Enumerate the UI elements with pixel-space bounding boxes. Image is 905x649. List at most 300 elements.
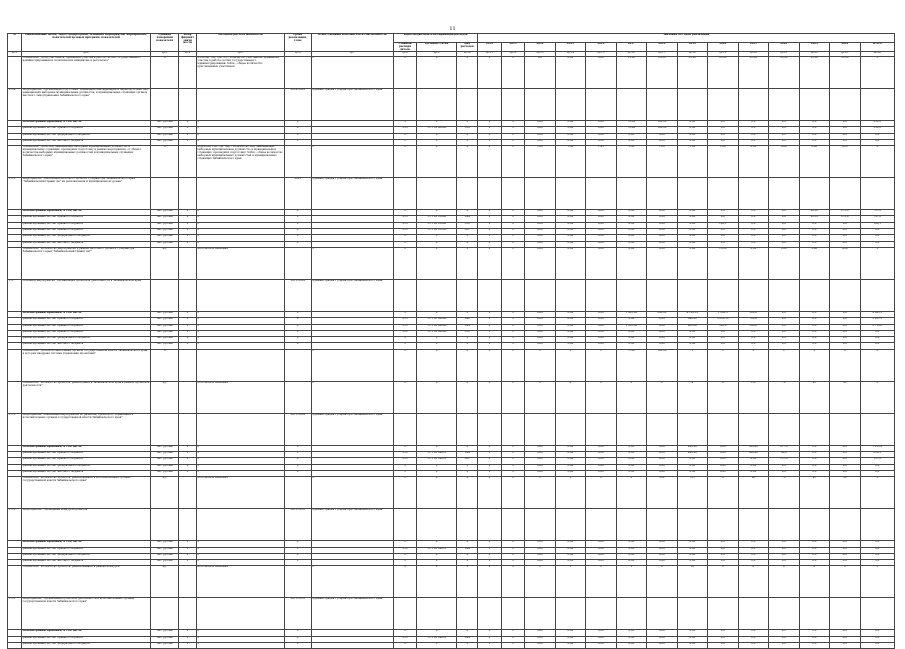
column-number: гр.8 — [393, 52, 416, 57]
table-cell: х — [284, 311, 311, 317]
table-cell: 0,0 — [769, 311, 799, 317]
table-cell: 0,0 — [830, 127, 860, 133]
table-cell: 0,00 — [647, 337, 677, 343]
table-cell: 0,0 — [830, 337, 860, 343]
table-cell: 0,00 — [555, 56, 585, 88]
table-cell: х — [478, 643, 501, 649]
table-cell: х — [501, 133, 524, 139]
table-cell: х — [284, 464, 311, 470]
table-cell: х — [196, 216, 284, 222]
table-cell: 232,0 — [860, 120, 894, 126]
table-cell: х — [196, 553, 284, 559]
table-cell: 737,0 — [860, 216, 894, 222]
table-cell: 0,0 — [769, 324, 799, 330]
column-number: гр.14 — [555, 52, 585, 57]
table-cell: х — [196, 120, 284, 126]
table-cell: 0,00 — [647, 324, 677, 330]
table-cell: 0,00 — [647, 235, 677, 241]
table-cell: 0,00 — [586, 235, 616, 241]
year-header: 2016 — [586, 43, 616, 52]
table-cell: 0,00 — [586, 241, 616, 247]
table-cell: 1.3.3. — [8, 598, 22, 630]
table-cell: х — [417, 477, 457, 509]
table-cell: Администрация Губернатора Забайкальского края — [311, 509, 393, 541]
table-cell: Мероприятие "Организация подготовки, повышения квалификации и переподготовки лиц, замещающих выборные муниципальные должности, и муниципальных служащих органов местного самоуправления Забайкальского края" — [22, 88, 151, 120]
table-cell: 0,00 — [555, 324, 585, 330]
table-cell: х — [478, 139, 501, 145]
table-cell: 0,0 — [708, 330, 738, 336]
year-header: 2014 — [525, 43, 555, 52]
table-cell: 737,0 — [860, 210, 894, 216]
table-cell: х — [393, 470, 416, 476]
table-cell: х — [457, 311, 478, 317]
table-row — [8, 413, 895, 445]
table-cell: 0,0 — [799, 330, 829, 336]
table-cell: 0,0 — [738, 120, 768, 126]
table-cell: 0,0 — [799, 547, 829, 553]
table-cell: 65,00 — [799, 56, 829, 88]
table-cell: 2021 — [284, 178, 311, 210]
table-cell: х — [179, 630, 197, 636]
table-cell: 0,0 — [830, 643, 860, 649]
table-cell: х — [478, 247, 501, 279]
table-cell: 856,2 — [860, 452, 894, 458]
page-number: 11 — [449, 26, 456, 32]
table-cell: 0,0 — [860, 470, 894, 476]
table-cell: 0,0 — [708, 235, 738, 241]
table-cell: х — [196, 452, 284, 458]
table-cell — [457, 88, 478, 120]
table-cell: 0,0 — [830, 324, 860, 330]
table-cell: х — [393, 133, 416, 139]
table-cell — [179, 146, 197, 178]
table-cell: 0,0 — [830, 630, 860, 636]
table-cell: 0,00 — [616, 547, 646, 553]
table-cell — [478, 413, 501, 445]
table-cell — [647, 509, 677, 541]
table-cell: Администрация Губернатора Забайкальского края — [311, 413, 393, 445]
table-cell: тыс. рублей — [151, 311, 179, 317]
table-cell: 0,00 — [616, 643, 646, 649]
table-cell: тыс. рублей — [151, 210, 179, 216]
table-cell: х — [284, 216, 311, 222]
table-cell: 0,00 — [555, 470, 585, 476]
column-number: гр.9 — [417, 52, 457, 57]
table-cell: 0,00 — [677, 470, 707, 476]
table-cell: тыс. рублей — [151, 343, 179, 349]
table-cell: х — [478, 349, 501, 381]
table-cell — [501, 88, 524, 120]
table-cell: х — [586, 477, 616, 509]
table-cell: 0,0 — [799, 560, 829, 566]
table-cell: х — [478, 553, 501, 559]
table-cell: 0,00 — [677, 541, 707, 547]
col-header-method: Методика расчета показателя — [196, 34, 284, 52]
table-cell: 831 — [457, 229, 478, 235]
table-cell: х — [196, 343, 284, 349]
year-header: Итого — [860, 43, 894, 52]
table-cell — [860, 598, 894, 630]
table-cell: 0,00 — [555, 235, 585, 241]
table-cell — [738, 413, 768, 445]
table-cell: х — [284, 318, 311, 324]
column-number: гр.10 — [457, 52, 478, 57]
table-cell: 0,00 — [555, 247, 585, 279]
table-cell: Мероприятие "Реализация пилотного проекта Губернатора Забайкальского края "Забайкальский Правит ян" на региональном и муниципальном уровне" — [22, 178, 151, 210]
table-cell: х — [393, 139, 416, 145]
table-cell — [616, 509, 646, 541]
table-cell: 15 1 02 01000 — [417, 222, 457, 228]
table-cell: 1,45 — [586, 146, 616, 178]
table-cell: 0,0 — [830, 139, 860, 145]
table-cell: 0,0 — [738, 210, 768, 216]
table-cell: 0,00 — [586, 229, 616, 235]
table-cell: 0 — [525, 381, 555, 413]
table-cell — [586, 178, 616, 210]
table-cell: х — [478, 458, 501, 464]
table-cell: х — [179, 464, 197, 470]
table-cell: 0,00 — [647, 241, 677, 247]
table-cell: х — [501, 216, 524, 222]
table-cell — [417, 88, 457, 120]
table-cell: 496,20 — [677, 445, 707, 451]
table-cell: х — [179, 127, 197, 133]
table-cell: х — [457, 560, 478, 566]
table-cell: х — [417, 311, 457, 317]
table-cell: х — [179, 241, 197, 247]
table-cell: 0,0 — [708, 337, 738, 343]
table-cell: 0,0 — [738, 235, 768, 241]
table-cell: х — [179, 636, 197, 642]
table-cell: 0,00 — [525, 222, 555, 228]
table-cell: объемы финансирования, в том числе — [22, 120, 151, 126]
table-cell: х — [179, 133, 197, 139]
table-cell: финансирование за счет краевого бюджета — [22, 324, 151, 330]
table-row — [8, 643, 895, 649]
table-cell: 0,00 — [708, 458, 738, 464]
table-cell: 0,00 — [525, 324, 555, 330]
table-row — [8, 349, 895, 381]
table-cell: х — [501, 643, 524, 649]
table-cell: 0 — [830, 566, 860, 598]
table-cell: 0,0 — [799, 324, 829, 330]
table-cell: 0,00 — [830, 247, 860, 279]
table-cell: х — [860, 381, 894, 413]
table-cell: 0,0 — [830, 235, 860, 241]
table-cell: 1,60 — [647, 146, 677, 178]
table-cell — [799, 413, 829, 445]
table-cell: х — [196, 127, 284, 133]
table-cell: 0,0 — [738, 139, 768, 145]
table-cell: 0,00 — [555, 330, 585, 336]
table-cell: х — [196, 470, 284, 476]
table-cell: х — [179, 235, 197, 241]
table-cell: 0,0 — [708, 643, 738, 649]
table-cell: 244 — [457, 216, 478, 222]
table-cell: 0,0 — [769, 133, 799, 139]
table-cell: 0,00 — [647, 139, 677, 145]
table-cell: финансирование за счет федерального бюджета — [22, 133, 151, 139]
table-cell: х — [311, 381, 393, 413]
table-cell: Администрация Губернатора Забайкальского края — [311, 279, 393, 311]
table-cell: 70 — [769, 477, 799, 509]
table-cell: х — [284, 547, 311, 553]
table-cell: х — [525, 566, 555, 598]
table-cell: 0,00 — [677, 337, 707, 343]
table-cell: 1,60 — [555, 146, 585, 178]
table-cell: х — [196, 229, 284, 235]
table-cell: 0,0 — [860, 229, 894, 235]
table-cell: 0 — [799, 566, 829, 598]
table-cell: х — [284, 470, 311, 476]
table-cell — [478, 178, 501, 210]
table-cell: 2015-2019 — [284, 509, 311, 541]
table-cell: х — [478, 222, 501, 228]
table-cell: 15 1 03 00000 — [417, 324, 457, 330]
table-cell: х — [417, 464, 457, 470]
table-cell: 70,00 — [616, 127, 646, 133]
table-cell — [457, 413, 478, 445]
table-cell: 0,0 — [799, 541, 829, 547]
table-cell: тыс. рублей — [151, 139, 179, 145]
table-cell — [501, 178, 524, 210]
table-cell: 0,00 — [616, 553, 646, 559]
year-header: 2012 — [478, 43, 501, 52]
table-cell: 150 — [738, 381, 768, 413]
table-cell: тыс. рублей — [151, 229, 179, 235]
table-cell: 0,00 — [647, 133, 677, 139]
table-row — [8, 279, 895, 311]
table-cell: 0,0 — [769, 139, 799, 145]
table-cell: х — [417, 120, 457, 126]
table-cell: х — [393, 445, 416, 451]
table-cell: х — [478, 216, 501, 222]
table-cell: 1.3.1. — [8, 413, 22, 445]
table-cell — [616, 178, 646, 210]
table-cell — [586, 88, 616, 120]
year-header: 2021 — [738, 43, 768, 52]
table-cell: 0,00 — [677, 636, 707, 642]
table-cell: 0,0 — [738, 330, 768, 336]
table-cell: 4 102,12 — [677, 311, 707, 317]
table-cell — [179, 178, 197, 210]
table-cell: х — [393, 120, 416, 126]
table-cell: х — [179, 139, 197, 145]
table-cell — [616, 413, 646, 445]
table-cell — [647, 413, 677, 445]
table-cell: 0,00 — [525, 139, 555, 145]
table-cell: 0,00 — [525, 636, 555, 642]
table-cell: 157,0 — [860, 458, 894, 464]
table-cell: х — [179, 210, 197, 216]
table-cell: х — [586, 349, 616, 381]
table-cell: х — [393, 643, 416, 649]
table-cell: х — [525, 477, 555, 509]
table-cell: 1,60 — [616, 146, 646, 178]
table-cell: х — [501, 241, 524, 247]
table-cell: 0,0 — [799, 127, 829, 133]
table-cell: 0,00 — [525, 541, 555, 547]
table-cell: 1.3.2. — [8, 509, 22, 541]
table-cell — [151, 279, 179, 311]
table-cell: финансирование за счет краевого бюджета — [22, 458, 151, 464]
table-cell — [677, 509, 707, 541]
col-header-coef: Коэф фициент значи мости — [179, 34, 197, 52]
table-cell: 0,0 — [830, 553, 860, 559]
table-cell: х — [393, 343, 416, 349]
table-cell: 0,00 — [555, 229, 585, 235]
table-cell: 15 1 03 00000 — [417, 318, 457, 324]
table-cell: х — [501, 349, 524, 381]
table-cell: 0,00 — [586, 210, 616, 216]
table-cell: 0,0 — [830, 470, 860, 476]
table-cell: х — [417, 349, 457, 381]
table-cell: 0,0 — [830, 458, 860, 464]
table-cell: 100,00 — [647, 349, 677, 381]
table-cell: 0,0 — [738, 222, 768, 228]
table-cell — [417, 598, 457, 630]
table-cell: 300,0 — [708, 324, 738, 330]
table-cell: финансирование за счет местного бюджета — [22, 343, 151, 349]
table-cell: 0,0 — [799, 229, 829, 235]
table-cell: 0,00 — [555, 216, 585, 222]
column-number: гр.24 — [860, 52, 894, 57]
table-cell: тыс. рублей — [151, 222, 179, 228]
table-cell — [555, 88, 585, 120]
table-cell: 300,0 — [738, 311, 768, 317]
table-cell — [284, 477, 311, 509]
table-cell — [284, 146, 311, 178]
table-cell: х — [501, 464, 524, 470]
table-cell: х — [196, 133, 284, 139]
table-cell: х — [501, 210, 524, 216]
table-cell: 0,00 — [525, 470, 555, 476]
table-cell: 0,0 — [708, 343, 738, 349]
table-cell: х — [393, 146, 416, 178]
table-cell: 0,00 — [586, 222, 616, 228]
table-cell: 0,0 — [860, 553, 894, 559]
table-cell: 0,00 — [647, 464, 677, 470]
table-cell — [586, 279, 616, 311]
table-cell: 0,00 — [586, 330, 616, 336]
table-cell: х — [457, 120, 478, 126]
table-cell — [799, 279, 829, 311]
table-cell: 0,00 — [525, 464, 555, 470]
table-cell: х — [393, 235, 416, 241]
table-cell: 0,0 — [769, 210, 799, 216]
table-cell: 0,00 — [616, 458, 646, 464]
column-number: гр.22 — [799, 52, 829, 57]
table-cell: х — [501, 566, 524, 598]
table-cell: х — [478, 318, 501, 324]
table-cell: х — [457, 146, 478, 178]
table-cell: 0,0 — [830, 120, 860, 126]
table-cell: х — [478, 470, 501, 476]
table-cell: тыс. рублей — [151, 127, 179, 133]
table-cell: объемы финансирования, в том числе — [22, 630, 151, 636]
table-cell: ед. — [151, 381, 179, 413]
table-cell: 612 — [457, 127, 478, 133]
table-cell — [8, 566, 22, 598]
table-cell: 0,00 — [555, 541, 585, 547]
table-cell: х — [393, 349, 416, 381]
col-header-executor: Ответственный исполнитель и соисполнители — [311, 34, 393, 52]
table-cell — [8, 643, 22, 649]
col-header-values: Значения по годам реализации — [478, 34, 895, 43]
table-cell: 0,00 — [525, 241, 555, 247]
table-cell: 813 — [393, 222, 416, 228]
table-cell: 0,00 — [555, 464, 585, 470]
table-row — [8, 381, 895, 413]
table-cell: 0,00 — [616, 452, 646, 458]
table-cell: 0,0 — [860, 337, 894, 343]
table-cell — [179, 413, 197, 445]
table-cell: х — [457, 56, 478, 88]
table-cell — [179, 279, 197, 311]
table-cell: 0,00 — [616, 636, 646, 642]
table-cell: тыс. рублей — [151, 216, 179, 222]
table-cell: 0,00 — [525, 452, 555, 458]
table-cell: 0,0 — [708, 120, 738, 126]
table-cell: х — [393, 630, 416, 636]
table-cell: тыс. рублей — [151, 235, 179, 241]
table-cell: х — [196, 139, 284, 145]
table-cell: 95 — [830, 477, 860, 509]
table-cell: 0,00 — [555, 560, 585, 566]
table-cell: 5 031,1 — [860, 318, 894, 324]
table-cell: х — [179, 643, 197, 649]
table-cell: Показатель "Количество проектов, реализованных в исполнительных органах государственной власти Забайкальского края" — [22, 477, 151, 509]
table-cell: 0,00 — [677, 216, 707, 222]
table-cell — [8, 56, 22, 88]
table-cell: объемы финансирования, в том числе — [22, 541, 151, 547]
table-cell — [393, 88, 416, 120]
table-cell: 0,00 — [586, 630, 616, 636]
table-cell: Администрация Губернатора Забайкальского края — [311, 88, 393, 120]
table-cell: финансирование за счет федерального бюджета — [22, 464, 151, 470]
table-cell — [196, 88, 284, 120]
table-cell: 95 — [799, 381, 829, 413]
table-cell: х — [417, 337, 457, 343]
table-cell — [457, 178, 478, 210]
table-cell: х — [284, 229, 311, 235]
table-cell: 0,00 — [525, 458, 555, 464]
table-cell — [586, 509, 616, 541]
table-cell: финансирование за счет местного бюджета — [22, 470, 151, 476]
table-cell: ед. — [151, 247, 179, 279]
table-cell: 0,0 — [860, 464, 894, 470]
table-cell — [525, 178, 555, 210]
table-cell: тыс. рублей — [151, 547, 179, 553]
table-cell: х — [417, 139, 457, 145]
table-cell: х — [417, 241, 457, 247]
table-cell: х — [501, 222, 524, 228]
table-cell: х — [179, 452, 197, 458]
table-cell: 0,0 — [738, 127, 768, 133]
table-cell — [393, 279, 416, 311]
table-cell: 0,00 — [525, 247, 555, 279]
table-cell: 0,0 — [860, 643, 894, 649]
table-cell: х — [478, 235, 501, 241]
table-cell: 232,0 — [860, 127, 894, 133]
table-cell: 0,00 — [525, 318, 555, 324]
table-cell: х — [457, 241, 478, 247]
table-cell: 15 1 03 09010 — [417, 458, 457, 464]
table-cell: х — [457, 343, 478, 349]
table-cell — [457, 509, 478, 541]
table-cell: 0,00 — [647, 222, 677, 228]
table-cell: х — [311, 566, 393, 598]
